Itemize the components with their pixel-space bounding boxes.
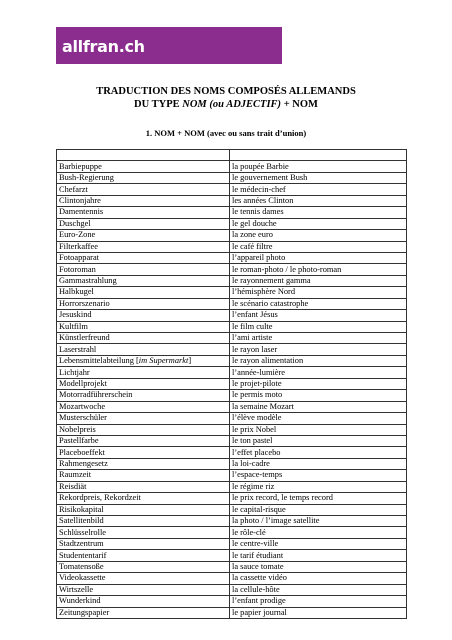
- german-term: [57, 550, 230, 561]
- french-translation: le centre-ville: [230, 538, 407, 549]
- german-term: [57, 538, 230, 549]
- german-term: [57, 264, 230, 275]
- table-row: [57, 252, 407, 263]
- german-term: [57, 584, 230, 595]
- french-translation: la semaine Mozart: [230, 401, 407, 412]
- french-translation: le rayon laser: [230, 344, 407, 355]
- table-row: [57, 161, 407, 172]
- german-term-text: Satellitenbild: [59, 516, 104, 526]
- table-header-row: [57, 150, 407, 161]
- german-term: [57, 424, 230, 435]
- title-line-1: TRADUCTION DES NOMS COMPOSÉS ALLEMANDS: [96, 86, 356, 97]
- table-row: [57, 207, 407, 218]
- empty-cell: [230, 150, 407, 161]
- german-term-text: Raumzeit: [59, 470, 92, 480]
- french-translation: la cellule-hôte: [230, 584, 407, 595]
- german-term-text: Wirtszelle: [59, 584, 94, 594]
- french-translation: le permis moto: [230, 390, 407, 401]
- table-row: [57, 355, 407, 366]
- french-translation: le rayonnement gamma: [230, 275, 407, 286]
- german-term-text: Stadtzentrum: [59, 539, 104, 549]
- german-term: [57, 607, 230, 618]
- german-term: [57, 516, 230, 527]
- german-term-text: Modellprojekt: [59, 378, 107, 388]
- table-row: [57, 218, 407, 229]
- logo-text: allfran.ch: [62, 37, 145, 56]
- table-row: [57, 230, 407, 241]
- german-term-text: Zeitungspapier: [59, 607, 110, 617]
- german-term: [57, 493, 230, 504]
- french-translation: les années Clinton: [230, 195, 407, 206]
- german-term: Lebensmittelabteilung [im Supermarkt]: [57, 355, 230, 366]
- german-term-text: Damentennis: [59, 207, 104, 217]
- table-row: [57, 401, 407, 412]
- german-term: [57, 172, 230, 183]
- table-row: [57, 275, 407, 286]
- vocabulary-table: [56, 149, 407, 619]
- allfran-logo[interactable]: [56, 27, 282, 64]
- table-row: [57, 493, 407, 504]
- german-term: [57, 161, 230, 172]
- german-term-text: Nobelpreis: [59, 424, 96, 434]
- table-row: [57, 607, 407, 618]
- french-translation: l’enfant prodige: [230, 596, 407, 607]
- table-row: [57, 390, 407, 401]
- german-term: [57, 458, 230, 469]
- german-term: [57, 367, 230, 378]
- german-term: [57, 470, 230, 481]
- table-row: [57, 321, 407, 332]
- german-term-text: Rahmengesetz: [59, 459, 108, 469]
- german-term-text: Reisdiät: [59, 481, 87, 491]
- german-term-text: Lichtjahr: [59, 367, 90, 377]
- table-row: [57, 550, 407, 561]
- german-term: [57, 184, 230, 195]
- german-term: [57, 413, 230, 424]
- table-row: [57, 424, 407, 435]
- german-term-text: Wunderkind: [59, 596, 101, 606]
- german-term-text: Lebensmittelabteilung: [59, 356, 134, 366]
- german-term-text: Künstlerfreund: [59, 333, 110, 343]
- french-translation: la sauce tomate: [230, 561, 407, 572]
- french-translation: le gouvernement Bush: [230, 172, 407, 183]
- german-term-text: Gammastrahlung: [59, 276, 117, 286]
- table-row: [57, 435, 407, 446]
- german-term-note: im Supermarkt: [138, 356, 189, 366]
- title-line-2-italic: NOM (ou ADJECTIF): [182, 99, 282, 110]
- french-translation: la zone euro: [230, 230, 407, 241]
- table-row: [57, 310, 407, 321]
- german-term-text: Clintonjahre: [59, 195, 101, 205]
- french-translation: le rayon alimentation: [230, 355, 407, 366]
- german-term-text: Halbkugel: [59, 287, 94, 297]
- table-row: [57, 367, 407, 378]
- german-term-text: Risikokapital: [59, 504, 104, 514]
- german-term-text: Filterkaffee: [59, 241, 98, 251]
- french-translation: la photo / l’image satellite: [230, 516, 407, 527]
- german-term: [57, 447, 230, 458]
- german-term: [57, 287, 230, 298]
- french-translation: la loi-cadre: [230, 458, 407, 469]
- french-translation: la poupée Barbie: [230, 161, 407, 172]
- german-term: [57, 310, 230, 321]
- table-row: [57, 596, 407, 607]
- french-translation: le ton pastel: [230, 435, 407, 446]
- french-translation: l’ami artiste: [230, 333, 407, 344]
- german-term: [57, 561, 230, 572]
- document-title: [0, 85, 452, 111]
- german-term: [57, 596, 230, 607]
- german-term-text: Tomatensoße: [59, 561, 104, 571]
- table-row: [57, 504, 407, 515]
- table-row: [57, 378, 407, 389]
- french-translation: l’année-lumière: [230, 367, 407, 378]
- french-translation: le prix record, le temps record: [230, 493, 407, 504]
- german-term-text: Fotoapparat: [59, 253, 100, 263]
- german-term: [57, 207, 230, 218]
- french-translation: le scénario catastrophe: [230, 298, 407, 309]
- german-term-text: Horrorszenario: [59, 298, 110, 308]
- french-translation: le film culte: [230, 321, 407, 332]
- french-translation: le prix Nobel: [230, 424, 407, 435]
- german-term: [57, 333, 230, 344]
- german-term: [57, 252, 230, 263]
- vocabulary-table-body: [57, 150, 407, 619]
- german-term-text: Chefarzt: [59, 184, 88, 194]
- german-term: [57, 504, 230, 515]
- table-row: [57, 241, 407, 252]
- french-translation: le roman-photo / le photo-roman: [230, 264, 407, 275]
- title-line-2-prefix: DU TYPE: [134, 99, 183, 110]
- german-term-text: Jesuskind: [59, 310, 92, 320]
- german-term-text: Videokassette: [59, 573, 106, 583]
- german-term-text: Musterschüler: [59, 413, 107, 423]
- german-term: [57, 378, 230, 389]
- french-translation: le régime riz: [230, 481, 407, 492]
- german-term: [57, 195, 230, 206]
- german-term: [57, 527, 230, 538]
- table-row: [57, 527, 407, 538]
- german-term: [57, 573, 230, 584]
- french-translation: le projet-pilote: [230, 378, 407, 389]
- french-translation: l’espace-temps: [230, 470, 407, 481]
- german-term-text: Studententarif: [59, 550, 107, 560]
- german-term-text: Placeboeffekt: [59, 447, 105, 457]
- german-term: [57, 241, 230, 252]
- table-row: [57, 344, 407, 355]
- table-row: [57, 538, 407, 549]
- french-translation: l’enfant Jésus: [230, 310, 407, 321]
- table-row: [57, 298, 407, 309]
- french-translation: l’élève modèle: [230, 413, 407, 424]
- french-translation: le rôle-clé: [230, 527, 407, 538]
- table-row: [57, 516, 407, 527]
- french-translation: l’hémisphère Nord: [230, 287, 407, 298]
- french-translation: la cassette vidéo: [230, 573, 407, 584]
- german-term-text: Duschgel: [59, 218, 91, 228]
- table-row: [57, 184, 407, 195]
- german-term-text: Kultfilm: [59, 321, 88, 331]
- german-term-text: Rekordpreis, Rekordzeit: [59, 493, 141, 503]
- german-term-text: Mozartwoche: [59, 401, 106, 411]
- french-translation: le café filtre: [230, 241, 407, 252]
- table-row: [57, 195, 407, 206]
- title-line-2: [0, 98, 452, 111]
- german-term: [57, 435, 230, 446]
- table-row: [57, 584, 407, 595]
- table-row: [57, 172, 407, 183]
- table-row: [57, 481, 407, 492]
- french-translation: le médecin-chef: [230, 184, 407, 195]
- table-row: [57, 287, 407, 298]
- section-heading: 1. NOM + NOM (avec ou sans trait d’union): [145, 128, 307, 138]
- empty-cell: [57, 150, 230, 161]
- german-term-text: Motorradführerschein: [59, 390, 133, 400]
- french-translation: le capital-risque: [230, 504, 407, 515]
- table-row: [57, 561, 407, 572]
- french-translation: le papier journal: [230, 607, 407, 618]
- german-term-text: Fotoroman: [59, 264, 96, 274]
- table-row: [57, 264, 407, 275]
- title-line-2-suffix: + NOM: [281, 99, 318, 110]
- french-translation: l’appareil photo: [230, 252, 407, 263]
- german-term-text: Pastellfarbe: [59, 436, 99, 446]
- german-term: [57, 230, 230, 241]
- german-term-text: Barbiepuppe: [59, 161, 102, 171]
- german-term: [57, 298, 230, 309]
- table-row: [57, 447, 407, 458]
- german-term: [57, 321, 230, 332]
- german-term-text: Euro-Zone: [59, 230, 96, 240]
- table-row: [57, 573, 407, 584]
- german-term-text: Bush-Regierung: [59, 173, 114, 183]
- table-row: [57, 458, 407, 469]
- german-term-text: Schlüsselrolle: [59, 527, 106, 537]
- german-term: [57, 390, 230, 401]
- german-term: [57, 481, 230, 492]
- french-translation: l’effet placebo: [230, 447, 407, 458]
- german-term-text: Laserstrahl: [59, 344, 97, 354]
- french-translation: le gel douche: [230, 218, 407, 229]
- french-translation: le tarif étudiant: [230, 550, 407, 561]
- table-row: [57, 413, 407, 424]
- german-term: [57, 218, 230, 229]
- german-term: [57, 275, 230, 286]
- german-term: [57, 401, 230, 412]
- german-term: [57, 344, 230, 355]
- french-translation: le tennis dames: [230, 207, 407, 218]
- table-row: [57, 333, 407, 344]
- table-row: [57, 470, 407, 481]
